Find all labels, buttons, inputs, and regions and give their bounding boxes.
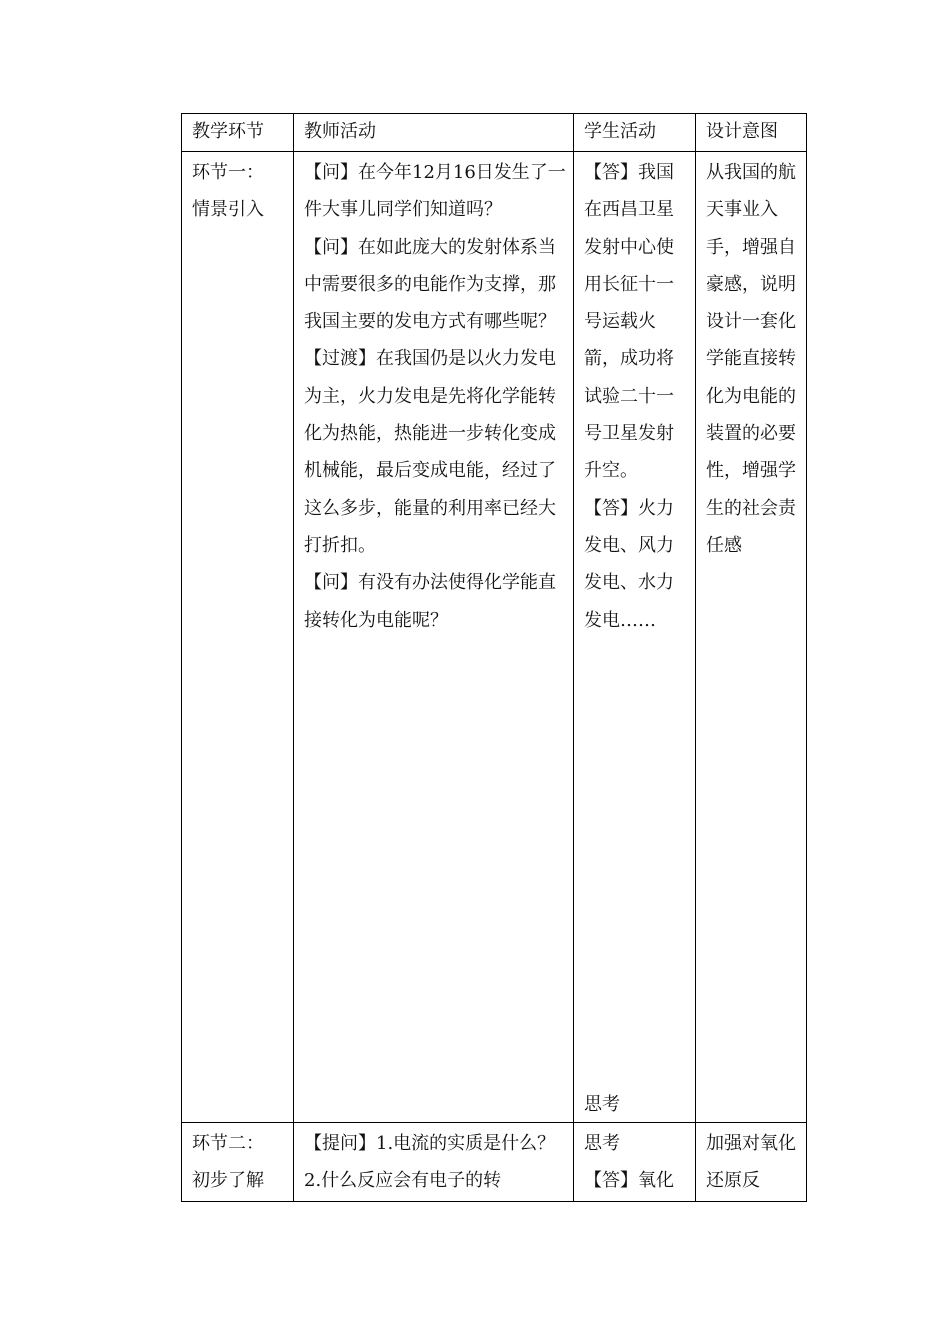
row1-intent-text: 从我国的航天事业入手，增强自豪感，说明设计一套化学能直接转化为电能的装置的必要性，增强学生的社会责任感 xyxy=(706,162,796,556)
header-stage: 教学环节 xyxy=(182,114,294,152)
row2-intent xyxy=(696,1123,807,1202)
row2-stage-line2: 初步了解 xyxy=(192,1170,264,1192)
row1-intent xyxy=(696,152,807,1123)
row1-teacher-para4: 【问】有没有办法使得化学能直接转化为电能呢？ xyxy=(304,572,556,631)
row2-teacher xyxy=(294,1123,574,1202)
row1-student xyxy=(574,152,696,1123)
row1-stage-line1: 环节一： xyxy=(192,162,264,183)
row2-student-para1: 思考 xyxy=(584,1133,620,1154)
header-design-intent: 设计意图 xyxy=(696,114,807,152)
row2-stage-line1: 环节二： xyxy=(192,1133,264,1154)
row1-student-para2: 【答】火力发电、风力发电、水力发电…… xyxy=(584,497,674,631)
header-teacher-activity: 教师活动 xyxy=(294,114,574,152)
row2-student-para2: 【答】氧化 xyxy=(584,1170,674,1192)
row1-teacher-para3: 【过渡】在我国仍是以火力发电为主，火力发电是先将化学能转化为热能，热能进一步转化变成机械能，最后变成电能，经过了这么多步，能量的利用率已经大打折扣。 xyxy=(304,348,556,556)
row1-student-para1: 【答】我国在西昌卫星发射中心使用长征十一号运载火箭，成功将试验二十一号卫星发射升空。 xyxy=(584,162,674,482)
row1-teacher-para2: 【问】在如此庞大的发射体系当中需要很多的电能作为支撑，那我国主要的发电方式有哪些呢？ xyxy=(304,236,556,333)
row2-intent-text: 加强对氧化还原反 xyxy=(706,1133,796,1192)
lesson-plan-table xyxy=(181,113,807,1202)
row2-teacher-para1: 【提问】1.电流的实质是什么？2.什么反应会有电子的转 xyxy=(304,1133,556,1192)
row1-teacher-para1: 【问】在今年12月16日发生了一件大事儿同学们知道吗？ xyxy=(304,162,566,221)
row2-student xyxy=(574,1123,696,1202)
row1-student-bottom: 思考 xyxy=(584,1094,620,1115)
row1-stage xyxy=(182,152,294,1123)
row1-teacher xyxy=(294,152,574,1123)
row1-stage-line2: 情景引入 xyxy=(192,199,264,221)
row2-stage xyxy=(182,1123,294,1202)
header-student-activity: 学生活动 xyxy=(574,114,696,152)
